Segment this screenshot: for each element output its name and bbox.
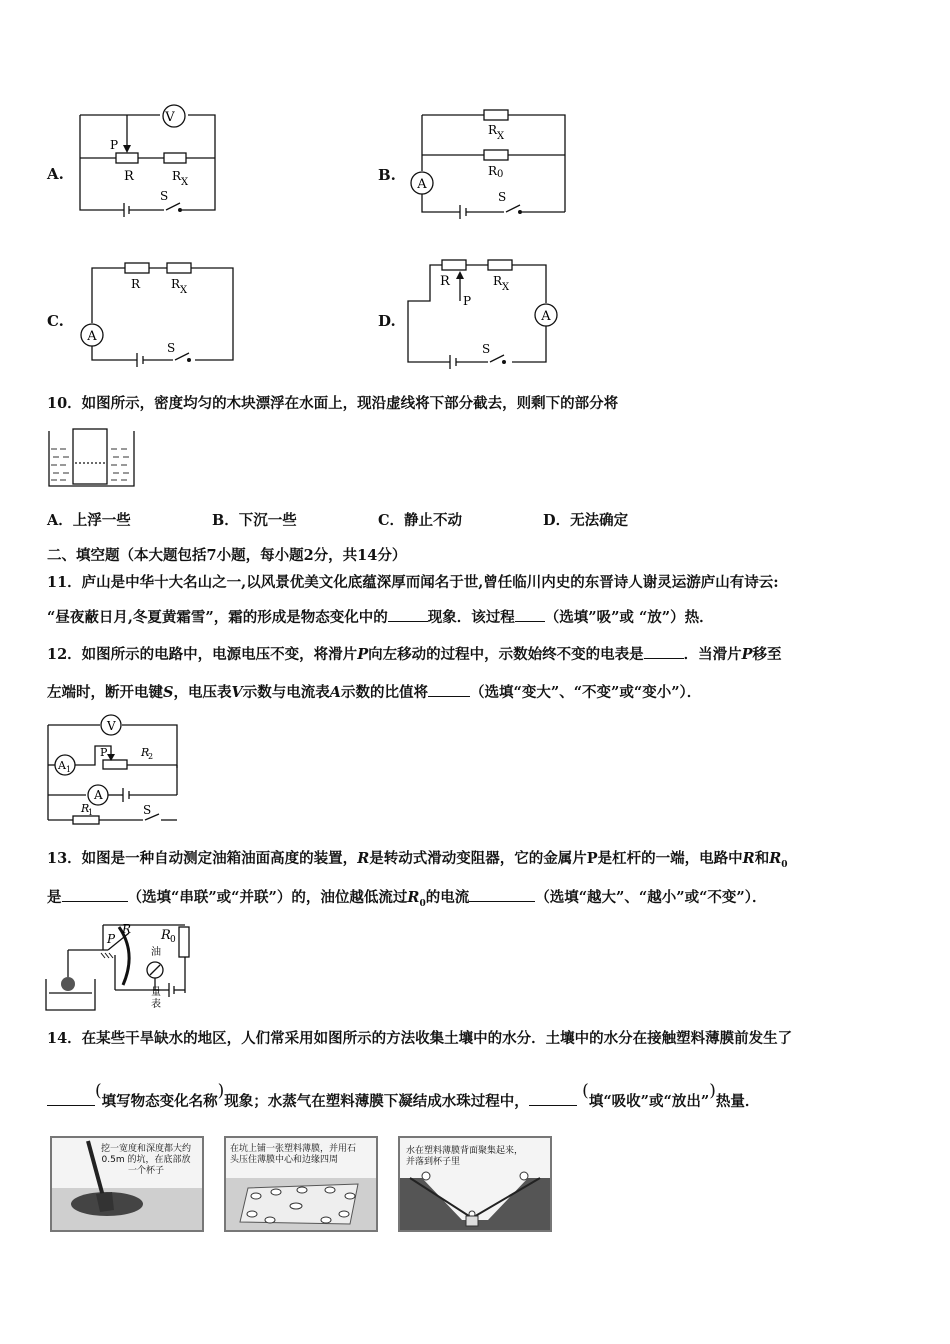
- question-14-line-1: 14．在某些干旱缺水的地区，人们常采用如图所示的方法收集土壤中的水分．土壤中的水分在接触塑料薄膜前发生了: [47, 1030, 793, 1047]
- q12-text: ．当滑片: [683, 646, 742, 663]
- rx-subscript: X: [497, 131, 505, 142]
- resistor-rx-label: R: [171, 277, 181, 291]
- q12-text: （选填“变大”、“不变”或“变小”）．: [470, 684, 702, 701]
- q14-text: 填“吸收”或“放出”: [588, 1093, 710, 1110]
- question-11-line-2: [47, 609, 714, 626]
- resistor-rx-label: R: [488, 123, 498, 137]
- resistor-rx-label: R: [172, 169, 182, 183]
- symbol-p: P: [586, 850, 598, 867]
- question-13-line-2: [47, 889, 767, 909]
- q13-text: 是转动式滑动变阻器，它的金属片: [369, 850, 587, 867]
- answer-blank[interactable]: [644, 646, 684, 659]
- q14-text: 现象；水蒸气在塑料薄膜下凝结成水珠过程中，: [224, 1093, 529, 1110]
- panel-caption-line: 一个杯子: [127, 1166, 164, 1176]
- rx-subscript: X: [180, 285, 188, 296]
- r0-subscript: 0: [170, 935, 176, 945]
- q12-text: 示数的比值将: [341, 684, 429, 701]
- q12-text: 示数与电流表: [242, 684, 330, 701]
- resistor-r0-label: R: [488, 164, 498, 178]
- panel-caption-line: 挖一宽度和深度都大约: [100, 1144, 191, 1154]
- r0-subscript: 0: [497, 169, 504, 180]
- section-heading: 二、填空题（本大题包括7小题，每小题2分，共14分）: [47, 547, 407, 564]
- circuit-diagram-b: [400, 105, 575, 220]
- symbol-r: R: [742, 850, 755, 867]
- q14-text: 填写物态变化名称: [101, 1093, 218, 1110]
- option-label-d: D.: [378, 312, 396, 330]
- slider-p-label: P: [100, 746, 108, 759]
- q10-option-d[interactable]: D．无法确定: [543, 512, 629, 529]
- illustration-panel-water-collect: [398, 1136, 552, 1232]
- ammeter-a1-symbol: A: [58, 759, 66, 772]
- answer-blank[interactable]: [529, 1093, 577, 1106]
- question-12-line-1: [47, 646, 782, 663]
- switch-s-label: S: [482, 342, 491, 356]
- slider-p-label: P: [107, 932, 116, 946]
- answer-blank[interactable]: [47, 1093, 95, 1106]
- q12-text: 12．如图所示的电路中，电源电压不变，将滑片: [47, 646, 358, 663]
- q10-option-c[interactable]: C．静止不动: [378, 512, 463, 529]
- q13-text: 的电流: [425, 889, 470, 906]
- voltmeter-symbol: V: [107, 719, 116, 733]
- circuit-diagram-q12: [43, 710, 183, 828]
- option-label-b: B.: [378, 166, 396, 184]
- q14-text: 热量．: [715, 1093, 760, 1110]
- ammeter-a-symbol: A: [94, 788, 103, 802]
- resistor-r-label: R: [440, 274, 450, 289]
- slider-p-label: P: [110, 138, 119, 152]
- resistor-r1-label: R: [81, 802, 90, 815]
- q13-text: 13．如图是一种自动测定油箱油面高度的装置，: [47, 850, 358, 867]
- floating-block-figure: [45, 425, 140, 490]
- symbol-v: V: [231, 684, 243, 701]
- q13-text: 是杠杆的一端，电路中: [597, 850, 743, 867]
- q10-option-a[interactable]: A．上浮一些: [47, 512, 131, 529]
- symbol-r0: R: [407, 889, 420, 906]
- panel-caption-line: 头压住薄膜中心和边缘四周: [230, 1155, 339, 1165]
- switch-s-label: S: [143, 803, 152, 817]
- q12-text: 向左移动的过程中，示数始终不变的电表是: [368, 646, 644, 663]
- r1-subscript: 1: [88, 808, 94, 817]
- gauge-label-char: 量: [151, 987, 161, 998]
- question-11-line-1: 11．庐山是中华十大名山之一,以风景优美文化底蕴深厚而闻名于世,曾任临川内史的东晋诗人谢灵运游庐山有诗云:: [47, 574, 779, 591]
- circuit-diagram-d: [400, 255, 565, 370]
- panel-caption-line: 在坑上铺一张塑料薄膜，并用石: [230, 1144, 357, 1154]
- r2-subscript: 2: [148, 752, 154, 761]
- gauge-label-char: 表: [151, 999, 161, 1010]
- symbol-r0: R: [769, 850, 782, 867]
- rx-subscript: X: [181, 177, 189, 188]
- q11-text-b: 现象．该过程: [427, 609, 515, 626]
- answer-blank[interactable]: [515, 609, 545, 622]
- symbol-r: R: [357, 850, 370, 867]
- resistor-rx-label: R: [493, 274, 503, 288]
- q13-text: （选填“串联”或“并联”）的，油位越低流过: [127, 889, 408, 906]
- q13-text: （选填“越大”、“越小”或“不变”）．: [535, 889, 767, 906]
- q11-text-c: （选填”吸”或 “放”）热．: [544, 609, 714, 626]
- ammeter-symbol: A: [87, 329, 97, 344]
- question-14-line-2: (填写物态变化名称)现象；水蒸气在塑料薄膜下凝结成水珠过程中， (填“吸收”或“放出”)热量．: [47, 1093, 759, 1110]
- illustration-panel-plastic-film: [224, 1136, 378, 1232]
- option-label-a: A.: [47, 165, 64, 183]
- resistor-r-label: R: [131, 277, 141, 291]
- answer-blank[interactable]: [62, 889, 128, 902]
- panel-caption-line: 并落到杯子里: [406, 1157, 461, 1167]
- ammeter-symbol: A: [417, 177, 427, 192]
- q13-text: 和: [754, 850, 770, 867]
- answer-blank[interactable]: [388, 609, 428, 622]
- question-12-line-2: [47, 684, 701, 701]
- illustration-panel-dig-hole: [50, 1136, 204, 1232]
- q12-text: ，电压表: [173, 684, 232, 701]
- question-13-line-1: [47, 852, 788, 870]
- resistor-r-label: R: [124, 169, 134, 184]
- rx-subscript: X: [502, 282, 510, 293]
- resistor-r-label: R: [122, 922, 132, 936]
- a1-subscript: 1: [66, 765, 72, 774]
- symbol-a: A: [329, 684, 342, 701]
- question-10-text: 10．如图所示，密度均匀的木块漂浮在水面上，现沿虚线将下部分截去，则剩下的部分将: [47, 395, 619, 412]
- resistor-r0-label: R: [161, 928, 171, 943]
- answer-blank[interactable]: [428, 684, 470, 697]
- option-label-c: C.: [47, 312, 64, 330]
- q12-text: 左端时，断开电键: [47, 684, 163, 701]
- circuit-diagram-c: [75, 258, 245, 368]
- symbol-p: P: [741, 646, 753, 663]
- q12-text: 移至: [752, 646, 782, 663]
- q10-option-b[interactable]: B．下沉一些: [212, 512, 297, 529]
- r0-subscript: 0: [781, 859, 788, 870]
- ammeter-symbol: A: [541, 309, 551, 324]
- resistor-r2-label: R: [141, 746, 150, 759]
- q11-text-a: “昼夜蔽日月,冬夏黄霜雪”，霜的形成是物态变化中的: [47, 609, 388, 626]
- answer-blank[interactable]: [469, 889, 535, 902]
- switch-s-label: S: [167, 341, 176, 355]
- q13-text: 是: [47, 889, 62, 906]
- slider-p-label: P: [463, 294, 472, 308]
- gauge-label-char: 油: [151, 947, 161, 958]
- oil-gauge-figure: [43, 915, 198, 1015]
- panel-caption-line: 水在塑料薄膜背面聚集起来，: [406, 1146, 524, 1156]
- switch-s-label: S: [160, 189, 169, 203]
- symbol-s: S: [163, 684, 174, 701]
- panel-caption-line: 0.5m 的坑，在底部放: [101, 1155, 191, 1165]
- switch-s-label: S: [498, 190, 507, 204]
- r0-subscript: 0: [419, 898, 426, 909]
- circuit-diagram-a: [70, 100, 230, 220]
- symbol-p: P: [357, 646, 369, 663]
- voltmeter-symbol: V: [165, 110, 175, 125]
